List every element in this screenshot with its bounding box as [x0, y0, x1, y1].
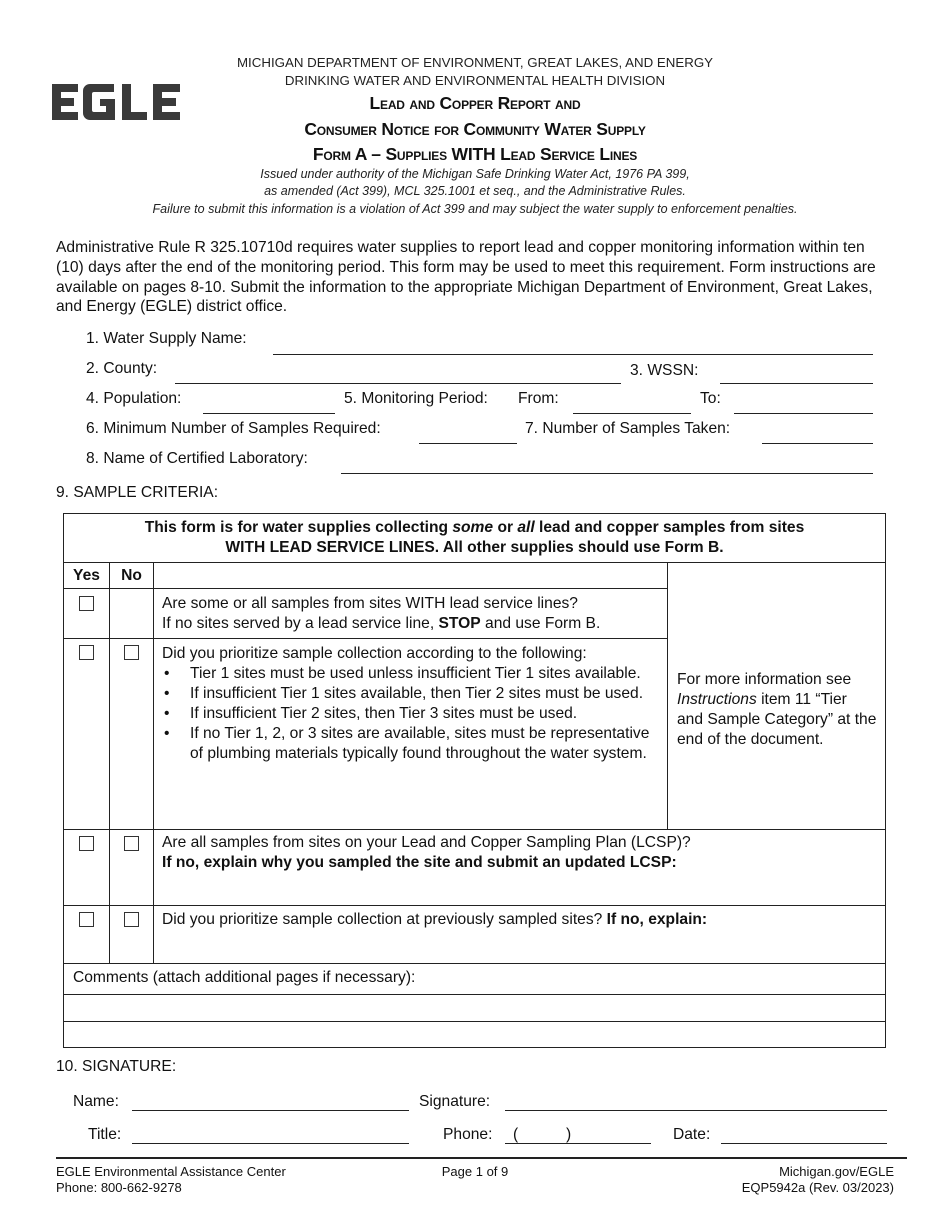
yes-column-header: Yes: [73, 567, 100, 584]
q1-text: Are some or all samples from sites WITH lead service lines? If no sites served by a lead service line, STOP and use Form B.: [162, 595, 601, 632]
laboratory-label: 8. Name of Certified Laboratory:: [86, 450, 308, 467]
water-supply-name-field[interactable]: [273, 354, 873, 355]
population-field[interactable]: [203, 413, 335, 414]
monitoring-period-label: 5. Monitoring Period:: [344, 390, 488, 407]
comments-line-2[interactable]: [64, 1022, 885, 1047]
laboratory-field[interactable]: [341, 473, 873, 474]
signature-field[interactable]: [505, 1110, 887, 1111]
date-label: Date:: [673, 1126, 711, 1143]
min-samples-label: 6. Minimum Number of Samples Required:: [86, 420, 381, 437]
name-field[interactable]: [132, 1110, 409, 1111]
min-samples-field[interactable]: [419, 443, 517, 444]
authority-line1: Issued under authority of the Michigan Safe Drinking Water Act, 1976 PA 399,: [260, 167, 690, 181]
criteria-banner: This form is for water supplies collecting some or all lead and copper samples from sites WITH LEAD SERVICE LINES. All other supplies should use Form B.: [144, 519, 805, 556]
title-label: Title:: [88, 1126, 122, 1143]
form-title-line3: Form A – Supplies WITH Lead Service Lines: [312, 144, 638, 164]
comments-line-1[interactable]: [64, 995, 885, 1021]
to-date-field[interactable]: [734, 413, 873, 414]
footer-right: Michigan.gov/EGLE EQP5942a (Rev. 03/2023): [741, 1164, 894, 1195]
tier-rule: • Tier 1 sites must be used unless insufficient Tier 1 sites available.: [162, 664, 652, 684]
from-date-field[interactable]: [573, 413, 691, 414]
county-label: 2. County:: [86, 360, 158, 377]
form-title-line1: Lead and Copper Report and: [369, 93, 581, 113]
division-name: DRINKING WATER AND ENVIRONMENTAL HEALTH DIVISION: [284, 73, 666, 88]
q2-no-checkbox[interactable]: [124, 645, 139, 660]
tier-info-note: For more information see Instructions item 11 “Tier and Sample Category” at the end of the document.: [677, 671, 877, 748]
agency-name: MICHIGAN DEPARTMENT OF ENVIRONMENT, GREAT LAKES, AND ENERGY: [236, 55, 714, 70]
water-supply-name-label: 1. Water Supply Name:: [86, 330, 247, 347]
county-field[interactable]: [175, 383, 621, 384]
penalty-notice: Failure to submit this information is a violation of Act 399 and may subject the water supply to enforcement penalties.: [152, 202, 798, 216]
q4-explanation-field[interactable]: [162, 932, 877, 960]
q4-yes-checkbox[interactable]: [79, 912, 94, 927]
phone-area-close: ): [566, 1126, 572, 1143]
samples-taken-field[interactable]: [762, 443, 873, 444]
q3-no-checkbox[interactable]: [124, 836, 139, 851]
q2-text: Did you prioritize sample collection according to the following: • Tier 1 sites must be used unless insufficient Tier 1 sites available. • If insufficient Tier 1 sites available, then Tier 2 sites must be used. • If insufficient Tier 2 sites, then Tier 3 sites must be used. • If no Tier 1, 2, or 3 sites are available, sites must be representative of plumbing materials typically found throughout the water system.: [162, 644, 652, 764]
q4-text: Did you prioritize sample collection at previously sampled sites? If no, explain:: [162, 911, 708, 928]
to-label: To:: [700, 390, 721, 407]
signature-label: Signature:: [419, 1093, 491, 1110]
samples-taken-label: 7. Number of Samples Taken:: [525, 420, 731, 437]
tier-rule: • If no Tier 1, 2, or 3 sites are available, sites must be representative of plumbing materials typically found throughout the water system.: [162, 724, 652, 764]
sample-criteria-heading: 9. SAMPLE CRITERIA:: [56, 484, 219, 501]
date-field[interactable]: [721, 1143, 887, 1144]
no-column-header: No: [121, 567, 142, 584]
signature-heading: 10. SIGNATURE:: [56, 1058, 177, 1075]
intro-paragraph: Administrative Rule R 325.10710d requires water supplies to report lead and copper monitoring information within ten (10) days after the end of the monitoring period. This form may be used to meet this requirement. Form instructions are available on pages 8-10. Submit the information to the appropriate Michigan Department of Environment, Great Lakes, and Energy (EGLE) district office.: [56, 239, 876, 316]
title-field[interactable]: [132, 1143, 409, 1144]
population-label: 4. Population:: [86, 390, 182, 407]
q3-yes-checkbox[interactable]: [79, 836, 94, 851]
q1-yes-checkbox[interactable]: [79, 596, 94, 611]
q3-explanation-field[interactable]: [162, 874, 877, 902]
q3-text: Are all samples from sites on your Lead and Copper Sampling Plan (LCSP)? If no, explain why you sampled the site and submit an updated LCSP:: [162, 834, 691, 871]
phone-area-open: (: [513, 1126, 519, 1143]
footer-left: EGLE Environmental Assistance Center Phone: 800-662-9278: [56, 1164, 286, 1195]
sample-criteria-table: [63, 513, 886, 1048]
comments-label: Comments (attach additional pages if necessary):: [73, 969, 416, 986]
name-label: Name:: [73, 1093, 119, 1110]
q2-yes-checkbox[interactable]: [79, 645, 94, 660]
authority-line2: as amended (Act 399), MCL 325.1001 et seq., and the Administrative Rules.: [264, 184, 686, 198]
from-label: From:: [518, 390, 559, 407]
form-title-line2: Consumer Notice for Community Water Supply: [304, 119, 646, 139]
page-number: Page 1 of 9: [441, 1164, 509, 1179]
tier-rule: • If insufficient Tier 1 sites available, then Tier 2 sites must be used.: [162, 684, 652, 704]
phone-field[interactable]: [505, 1143, 651, 1144]
q4-no-checkbox[interactable]: [124, 912, 139, 927]
tier-rules-list: [162, 664, 652, 764]
phone-label: Phone:: [443, 1126, 493, 1143]
tier-rule: • If insufficient Tier 2 sites, then Tier 3 sites must be used.: [162, 704, 652, 724]
wssn-field[interactable]: [720, 383, 873, 384]
wssn-label: 3. WSSN:: [630, 362, 699, 379]
footer-rule: [56, 1157, 907, 1159]
